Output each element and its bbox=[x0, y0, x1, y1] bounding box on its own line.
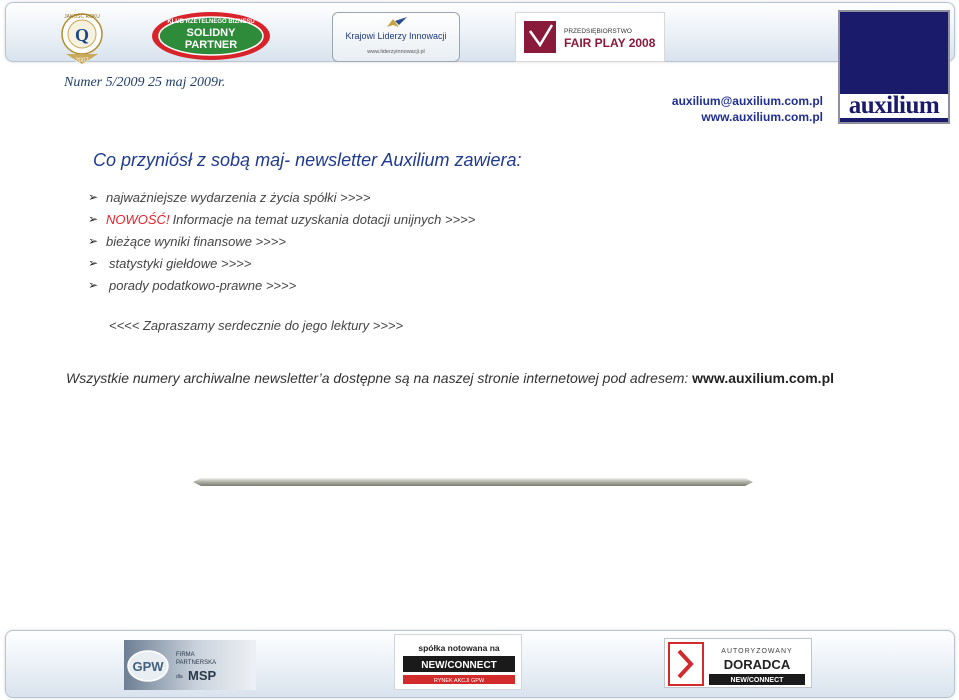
contact-block bbox=[672, 93, 823, 125]
solidny-partner-logo bbox=[150, 10, 272, 62]
krajowi-liderzy-innowacji-logo bbox=[332, 12, 460, 62]
svg-text:www.liderzyinnowacji.pl: www.liderzyinnowacji.pl bbox=[367, 49, 425, 55]
svg-text:2007: 2007 bbox=[75, 58, 89, 64]
arrow-bullet-icon: ➢ bbox=[88, 278, 99, 292]
new-badge: NOWOŚĆ! bbox=[106, 211, 170, 227]
invite-text[interactable]: <<<< Zapraszamy serdecznie do jego lektury >>>> bbox=[109, 318, 404, 333]
contact-email[interactable]: auxilium@auxilium.com.pl bbox=[671, 94, 823, 108]
svg-text:spółka notowana na: spółka notowana na bbox=[418, 643, 500, 653]
list-item[interactable] bbox=[88, 274, 475, 296]
svg-text:NEW/CONNECT: NEW/CONNECT bbox=[421, 660, 497, 671]
issue-number: Numer 5/2009 25 maj 2009r. bbox=[64, 75, 226, 90]
arrow-bullet-icon: ➢ bbox=[88, 256, 99, 270]
list-item-text: porady podatkowo-prawne >>>> bbox=[109, 277, 297, 293]
svg-text:GPW: GPW bbox=[132, 659, 164, 674]
list-item-text: Informacje na temat uzyskania dotacji unijnych >>>> bbox=[172, 211, 476, 227]
list-item[interactable] bbox=[88, 230, 475, 252]
newsletter-headline: Co przyniósł z sobą maj- newsletter Auxilium zawiera: bbox=[93, 150, 522, 170]
contact-website[interactable]: www.auxilium.com.pl bbox=[701, 110, 823, 124]
svg-text:NEW/CONNECT: NEW/CONNECT bbox=[730, 677, 784, 684]
list-item-text: statystyki giełdowe >>>> bbox=[109, 255, 252, 271]
svg-text:AUTORYZOWANY: AUTORYZOWANY bbox=[721, 648, 793, 655]
svg-text:PRZEDSIĘBIORSTWO: PRZEDSIĘBIORSTWO bbox=[564, 28, 632, 35]
archive-text: Wszystkie numery archiwalne newsletter’a dostępne są na naszej stronie internetowej pod adresem: bbox=[66, 370, 693, 386]
arrow-bullet-icon: ➢ bbox=[88, 234, 99, 248]
arrow-bullet-icon: ➢ bbox=[88, 212, 99, 226]
autoryzowany-doradca-logo bbox=[664, 638, 812, 688]
newsletter-contents-list bbox=[88, 186, 475, 296]
auxilium-logo bbox=[838, 10, 950, 124]
auxilium-logo-text: auxilium bbox=[840, 94, 948, 118]
section-divider bbox=[193, 474, 753, 484]
svg-text:Krajowi Liderzy Innowacji: Krajowi Liderzy Innowacji bbox=[345, 31, 447, 41]
archive-note bbox=[66, 370, 834, 386]
svg-text:SOLIDNY: SOLIDNY bbox=[186, 27, 236, 39]
svg-text:FAIR PLAY 2008: FAIR PLAY 2008 bbox=[564, 36, 656, 50]
svg-text:dla: dla bbox=[176, 674, 183, 680]
newconnect-listed-logo bbox=[394, 634, 522, 690]
svg-text:JAKOŚĆ ROKU: JAKOŚĆ ROKU bbox=[64, 14, 100, 20]
list-item-text: najważniejsze wydarzenia z życia spółki >>>> bbox=[106, 189, 371, 205]
svg-text:Q: Q bbox=[74, 25, 90, 45]
header-band bbox=[5, 2, 955, 62]
archive-link[interactable]: www.auxilium.com.pl bbox=[692, 370, 835, 386]
svg-text:FIRMA: FIRMA bbox=[176, 652, 195, 658]
fair-play-logo bbox=[515, 12, 665, 62]
jakosc-roku-seal bbox=[60, 10, 104, 66]
svg-text:DORADCA: DORADCA bbox=[723, 657, 791, 672]
svg-text:KLUB RZETELNEGO BIZNESU: KLUB RZETELNEGO BIZNESU bbox=[167, 19, 255, 25]
arrow-bullet-icon: ➢ bbox=[88, 190, 99, 204]
list-item[interactable] bbox=[88, 208, 475, 230]
list-item-text: bieżące wyniki finansowe >>>> bbox=[106, 233, 286, 249]
list-item[interactable] bbox=[88, 252, 475, 274]
list-item[interactable] bbox=[88, 186, 475, 208]
gpw-partner-logo bbox=[124, 640, 256, 690]
svg-text:PARTNER: PARTNER bbox=[184, 39, 238, 51]
svg-text:RYNEK AKCJI GPW: RYNEK AKCJI GPW bbox=[433, 678, 485, 684]
svg-text:PARTNERSKA: PARTNERSKA bbox=[176, 660, 217, 666]
svg-text:MSP: MSP bbox=[188, 668, 217, 683]
